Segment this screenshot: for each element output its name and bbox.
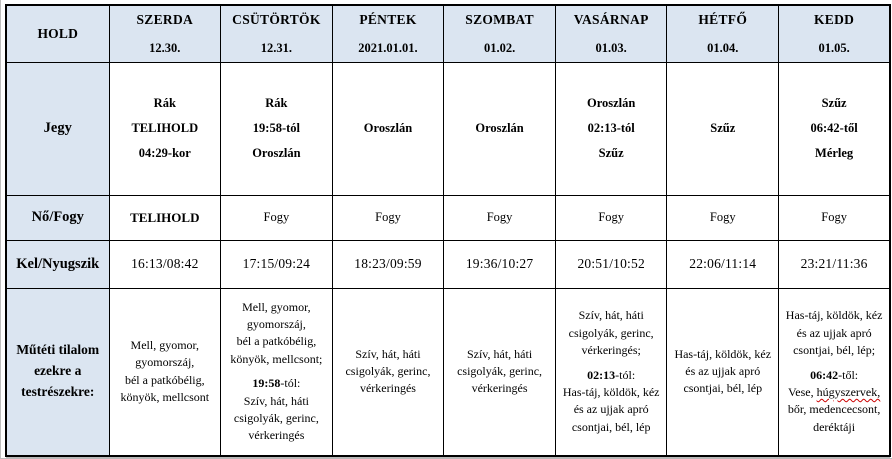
zodiac-line: Oroszlán [475, 121, 524, 135]
prohibition-line [447, 346, 552, 363]
zodiac-cell-4 [555, 62, 667, 195]
row-label-phase: Nő/Fogy [6, 195, 109, 240]
prohibition-line [782, 401, 886, 418]
text-segment: deréktáji [813, 419, 856, 434]
text-segment: bél a patkóbélig, [236, 334, 317, 349]
text-segment: vérkeringés [248, 428, 305, 443]
prohibition-line [336, 363, 441, 380]
moon-phase-cell-5: Fogy [667, 195, 779, 240]
day-name: SZERDA [136, 11, 194, 27]
moon-phase-cell-4: Fogy [555, 195, 667, 240]
day-header-cell-6 [779, 5, 891, 62]
prohibition-cell-6 [779, 288, 891, 456]
prohibition-line [782, 419, 886, 436]
text-segment: 06:42 [810, 367, 839, 382]
text-segment: csontjai, bél, lép [571, 419, 651, 434]
prohibition-line [224, 299, 329, 316]
prohibition-cell-1 [221, 288, 333, 456]
prohibition-line [559, 367, 664, 384]
text-segment: csigolyák, gerinc, [568, 325, 654, 340]
text-segment: csigolyák, gerinc, [345, 364, 431, 379]
zodiac-cell-0 [109, 62, 221, 195]
prohibition-line [559, 325, 664, 342]
rise-set-cell-3: 19:36/10:27 [444, 240, 556, 288]
prohibition-line [113, 354, 218, 371]
text-segment: és az ujjak apró [573, 402, 649, 417]
zodiac-line: Oroszlán [363, 121, 413, 135]
text-segment: -tól: [615, 367, 636, 382]
prohibition-cell-5 [667, 288, 779, 456]
text-segment: Mell, gyomor, [130, 337, 200, 352]
text-segment: csigolyák, gerinc, [457, 364, 543, 379]
text-segment: -tól: [280, 376, 301, 391]
prohibition-line [224, 375, 329, 392]
day-date: 2021.01.01. [358, 40, 418, 55]
text-segment: könyök, mellcsont [120, 390, 210, 405]
rise-set-cell-5: 22:06/11:14 [667, 240, 779, 288]
text-segment: Has-táj, köldök, kéz [562, 384, 660, 399]
zodiac-line: 19:58-tól [252, 121, 300, 135]
day-header-cell-0 [109, 5, 221, 62]
rise-set-cell-4: 20:51/10:52 [555, 240, 667, 288]
text-segment: bél a patkóbélig, [124, 372, 205, 387]
text-segment: és az ujjak apró [685, 364, 761, 379]
text-segment: vérkeringés [471, 381, 528, 396]
rise-set-cell-0: 16:13/08:42 [109, 240, 221, 288]
text-segment: Vese, [787, 384, 817, 399]
row-label-jegy: Jegy [6, 62, 109, 195]
zodiac-line: Szűz [598, 146, 624, 160]
day-date: 01.02. [483, 40, 516, 55]
zodiac-line: Oroszlán [252, 146, 301, 160]
prohibition-line [113, 372, 218, 389]
day-date: 12.30. [149, 40, 181, 55]
prohibition-line [224, 316, 329, 333]
row-label-rise: Kel/Nyugszik [6, 240, 109, 288]
zodiac-line: Mérleg [815, 146, 854, 160]
day-header-cell-4 [555, 5, 667, 62]
text-segment: Szív, hát, háti [243, 393, 309, 408]
text-segment: és az ujjak apró [796, 325, 872, 340]
prohibition-cell-4 [555, 288, 667, 456]
rise-set-cell-2: 18:23/09:59 [332, 240, 444, 288]
text-segment: gyomorszáj, [135, 355, 195, 370]
text-segment: 19:58 [252, 376, 281, 391]
text-segment: bőr, medencecsont, [787, 402, 881, 417]
day-header-cell-1 [221, 5, 333, 62]
day-name: VASÁRNAP [573, 11, 649, 27]
moon-phase-row [6, 195, 890, 240]
text-segment: vérkeringés [359, 381, 416, 396]
text-segment: Szív, hát, háti [355, 346, 421, 361]
moon-phase-cell-1: Fogy [221, 195, 333, 240]
day-header-cell-3 [444, 5, 556, 62]
text-segment: csontjai, bél, lép [683, 381, 763, 396]
prohibition-line [559, 401, 664, 418]
prohibition-line [782, 325, 886, 342]
prohibition-line [336, 380, 441, 397]
prohibition-line [113, 389, 218, 406]
day-name: HÉTFŐ [698, 11, 748, 27]
text-segment: Szív, hát, háti [466, 346, 533, 361]
zodiac-line: Oroszlán [586, 96, 636, 110]
corner-label: HOLD [6, 5, 109, 62]
text-segment: Szív, hát, háti [578, 308, 644, 323]
prohibition-line [559, 419, 664, 436]
zodiac-line: Szűz [710, 121, 736, 135]
prohibition-line [670, 346, 775, 363]
zodiac-line: 06:42-től [810, 121, 858, 135]
text-segment: Mell, gyomor, [242, 299, 311, 314]
prohibition-line [336, 346, 441, 363]
prohibition-line [447, 380, 552, 397]
rise-set-cell-1: 17:15/09:24 [221, 240, 333, 288]
prohibition-line [670, 363, 775, 380]
zodiac-cell-1 [221, 62, 333, 195]
prohibition-cell-0 [109, 288, 221, 456]
moon-phase-cell-6: Fogy [779, 195, 891, 240]
moon-phase-cell-2: Fogy [332, 195, 444, 240]
text-segment: könyök, mellcsont; [230, 351, 323, 366]
day-date: 01.03. [595, 40, 627, 55]
header-row [6, 5, 890, 62]
prohibition-line [559, 384, 664, 401]
prohibition-line [782, 307, 886, 324]
day-header-cell-5 [667, 5, 779, 62]
day-date: 01.04. [707, 40, 739, 55]
zodiac-line: 02:13-tól [587, 121, 635, 135]
text-segment: vérkeringés; [581, 343, 641, 358]
text-segment: csigolyák, gerinc, [233, 411, 319, 426]
zodiac-line: Rák [153, 96, 176, 110]
zodiac-line: TELIHOLD [131, 121, 199, 135]
zodiac-cell-6 [779, 62, 891, 195]
zodiac-line: Szűz [821, 96, 847, 110]
day-name: PÉNTEK [359, 11, 417, 27]
text-segment: csontjai, bél, lép; [793, 343, 876, 358]
text-segment: Has-táj, köldök, kéz [785, 308, 883, 323]
prohibition-line [224, 333, 329, 350]
prohibition-cell-2 [332, 288, 444, 456]
prohibition-line [782, 342, 886, 359]
text-segment: Has-táj, köldök, kéz [674, 346, 772, 361]
rise-set-row [6, 240, 890, 288]
prohibition-line [782, 384, 886, 401]
prohibition-line [224, 351, 329, 368]
prohibition-line [447, 363, 552, 380]
day-date: 12.31. [260, 40, 293, 55]
prohibition-line [670, 380, 775, 397]
day-name: KEDD [814, 11, 855, 27]
zodiac-cell-3 [444, 62, 556, 195]
day-date: 01.05. [818, 40, 850, 55]
zodiac-line: Rák [265, 96, 288, 110]
row-label-forbidden: Műtéti tilalom ezekre a testrészekre: [6, 288, 109, 456]
prohibition-line [224, 427, 329, 444]
day-name: CSÜTÖRTÖK [232, 11, 321, 27]
moon-phase-cell-3: Fogy [444, 195, 556, 240]
surgery-prohibition-row [6, 288, 890, 456]
day-header-cell-2 [332, 5, 444, 62]
moon-phase-cell-0: TELIHOLD [109, 195, 221, 240]
prohibition-line [224, 393, 329, 410]
zodiac-row [6, 62, 890, 195]
prohibition-line [559, 342, 664, 359]
prohibition-cell-3 [444, 288, 556, 456]
text-segment: -től: [838, 367, 859, 382]
rise-set-cell-6: 23:21/11:36 [779, 240, 891, 288]
prohibition-line [113, 337, 218, 354]
prohibition-line [224, 410, 329, 427]
text-segment: 02:13 [587, 367, 616, 382]
prohibition-line [782, 367, 886, 384]
zodiac-line: 04:29-kor [138, 146, 191, 160]
prohibition-line [559, 307, 664, 324]
day-name: SZOMBAT [465, 11, 534, 27]
zodiac-cell-2 [332, 62, 444, 195]
misspelled-word: húgyszervek, [816, 384, 881, 399]
zodiac-cell-5 [667, 62, 779, 195]
text-segment: gyomorszáj, [246, 317, 306, 332]
moon-calendar-table [5, 4, 891, 457]
